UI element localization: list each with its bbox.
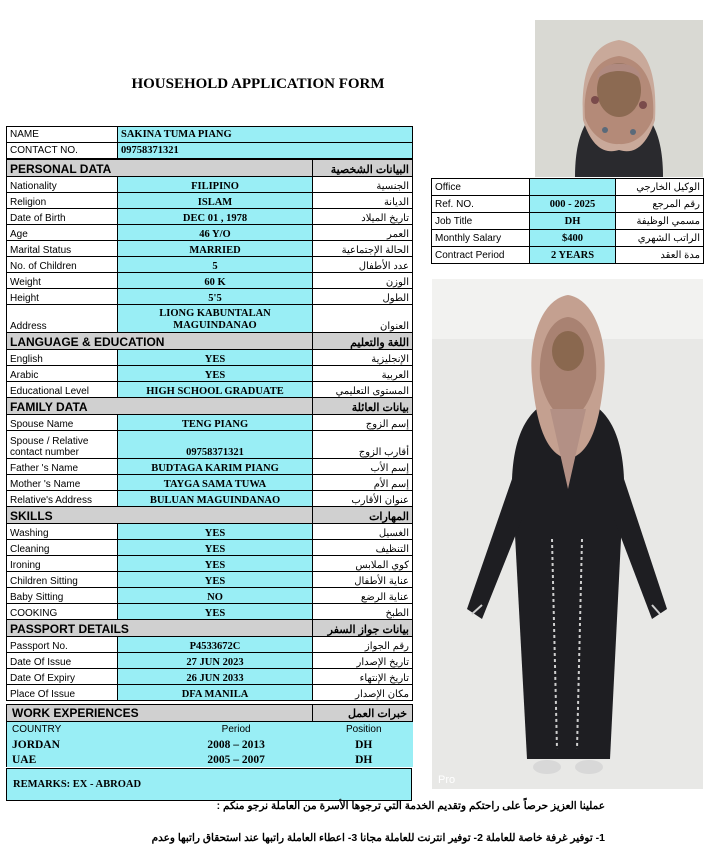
- field-label: Relative's Address: [7, 491, 118, 507]
- work-period: 2008 – 2013: [158, 737, 315, 752]
- row-height: [7, 289, 413, 305]
- field-value: 5: [118, 257, 313, 273]
- field-label-ar: الوزن: [313, 273, 413, 289]
- field-label: Date Of Issue: [7, 653, 118, 669]
- field-label-ar: كوي الملابس: [313, 556, 413, 572]
- field-label-ar: تاريخ الإنتهاء: [313, 669, 413, 685]
- field-value: YES: [118, 540, 313, 556]
- row-nationality: [7, 177, 413, 193]
- field-label: Marital Status: [7, 241, 118, 257]
- field-label-ar: العنوان: [313, 305, 413, 333]
- field-value: 000 - 2025: [530, 196, 616, 213]
- work-row: [7, 737, 413, 752]
- field-value: P4533672C: [118, 637, 313, 653]
- field-label: Date of Birth: [7, 209, 118, 225]
- row-washing: [7, 524, 413, 540]
- field-value: YES: [118, 524, 313, 540]
- field-label: Ironing: [7, 556, 118, 572]
- field-label: Nationality: [7, 177, 118, 193]
- field-value: MARRIED: [118, 241, 313, 257]
- field-label-ar: رقم الجواز: [313, 637, 413, 653]
- row-children: [7, 257, 413, 273]
- row-passport-no: [7, 637, 413, 653]
- contact-label: CONTACT NO.: [7, 143, 118, 159]
- row-arabic: [7, 366, 413, 382]
- field-value: $400: [530, 230, 616, 247]
- col-country: COUNTRY: [7, 722, 158, 737]
- field-value: YES: [118, 572, 313, 588]
- field-label-ar: عدد الأطفال: [313, 257, 413, 273]
- field-label-ar: التنظيف: [313, 540, 413, 556]
- field-label: Spouse Name: [7, 415, 118, 431]
- photo-watermark: Pro: [438, 774, 456, 786]
- field-label: Place Of Issue: [7, 685, 118, 701]
- field-label: Office: [432, 179, 530, 196]
- field-label: Job Title: [432, 213, 530, 230]
- row-education: [7, 382, 413, 398]
- row-date-of-expiry: [7, 669, 413, 685]
- field-label-ar: الطول: [313, 289, 413, 305]
- field-label-ar: الإنجليزية: [313, 350, 413, 366]
- col-position: Position: [315, 722, 414, 737]
- field-value: DH: [530, 213, 616, 230]
- field-label: Date Of Expiry: [7, 669, 118, 685]
- work-experience-section: [6, 704, 412, 767]
- field-label-ar: الراتب الشهري: [616, 230, 704, 247]
- name-value: SAKINA TUMA PIANG: [118, 127, 413, 143]
- work-position: DH: [315, 752, 414, 767]
- field-value: YES: [118, 350, 313, 366]
- section-title-ar: بيانات جواز السفر: [313, 620, 413, 637]
- row-baby-sitting: [7, 588, 413, 604]
- section-title-ar: اللغة والتعليم: [313, 333, 413, 350]
- field-label-ar: العربية: [313, 366, 413, 382]
- field-label: Educational Level: [7, 382, 118, 398]
- section-title-ar: بيانات العائلة: [313, 398, 413, 415]
- field-label: No. of Children: [7, 257, 118, 273]
- work-country: JORDAN: [7, 737, 158, 752]
- row-marital-status: [7, 241, 413, 257]
- headshot-photo: [535, 20, 703, 177]
- field-label-ar: عنوان الأقارب: [313, 491, 413, 507]
- field-label-ar: العمر: [313, 225, 413, 241]
- field-label: COOKING: [7, 604, 118, 620]
- field-label-ar: تاريخ الميلاد: [313, 209, 413, 225]
- col-period: Period: [158, 722, 315, 737]
- section-title: SKILLS: [7, 507, 313, 524]
- field-label-ar: رقم المرجع: [616, 196, 704, 213]
- field-label: Weight: [7, 273, 118, 289]
- section-family-data: [7, 398, 413, 415]
- field-label-ar: الديانة: [313, 193, 413, 209]
- field-label: Children Sitting: [7, 572, 118, 588]
- field-label: Washing: [7, 524, 118, 540]
- row-place-of-issue: [7, 685, 413, 701]
- section-passport: [7, 620, 413, 637]
- section-personal-data: [7, 160, 413, 177]
- field-value: DFA MANILA: [118, 685, 313, 701]
- field-value: 60 K: [118, 273, 313, 289]
- field-label-ar: الطبخ: [313, 604, 413, 620]
- field-label: Religion: [7, 193, 118, 209]
- row-date-of-issue: [7, 653, 413, 669]
- row-religion: [7, 193, 413, 209]
- section-title: PERSONAL DATA: [7, 160, 313, 177]
- field-label: Mother 's Name: [7, 475, 118, 491]
- field-label: Monthly Salary: [432, 230, 530, 247]
- field-label: Spouse / Relative contact number: [7, 431, 118, 459]
- row-address: [7, 305, 413, 333]
- field-value: 27 JUN 2023: [118, 653, 313, 669]
- remarks: REMARKS: EX - ABROAD: [6, 768, 412, 801]
- row-relative-contact: [7, 431, 413, 459]
- contact-value: 09758371321: [118, 143, 413, 159]
- field-value: NO: [118, 588, 313, 604]
- field-value: TAYGA SAMA TUWA: [118, 475, 313, 491]
- section-title-ar: خبرات العمل: [313, 705, 413, 722]
- row-date-of-birth: [7, 209, 413, 225]
- notes-conditions: 1- توفير غرفة خاصة للعاملة 2- توفير انترنت للعاملة مجانا 3- اعطاء العاملة راتبها عند استحقاق راتبها وعدم: [151, 832, 605, 844]
- section-title: WORK EXPERIENCES: [7, 705, 313, 722]
- field-value: 09758371321: [118, 431, 313, 459]
- row-ironing: [7, 556, 413, 572]
- work-row: [7, 752, 413, 767]
- field-value: 26 JUN 2033: [118, 669, 313, 685]
- row-ref-no: [432, 196, 704, 213]
- field-label-ar: تاريخ الإصدار: [313, 653, 413, 669]
- field-label: Arabic: [7, 366, 118, 382]
- field-label-ar: مكان الإصدار: [313, 685, 413, 701]
- field-value: ISLAM: [118, 193, 313, 209]
- section-skills: [7, 507, 413, 524]
- section-language-education: [7, 333, 413, 350]
- applicant-data-table: [6, 159, 412, 701]
- field-label-ar: مدة العقد: [616, 247, 704, 264]
- field-label-ar: عناية الأطفال: [313, 572, 413, 588]
- field-value: HIGH SCHOOL GRADUATE: [118, 382, 313, 398]
- field-value: BULUAN MAGUINDANAO: [118, 491, 313, 507]
- field-label: Cleaning: [7, 540, 118, 556]
- section-title: FAMILY DATA: [7, 398, 313, 415]
- name-label: NAME: [7, 127, 118, 143]
- row-cleaning: [7, 540, 413, 556]
- work-country: UAE: [7, 752, 158, 767]
- field-label-ar: الجنسية: [313, 177, 413, 193]
- field-value: FILIPINO: [118, 177, 313, 193]
- field-label: Baby Sitting: [7, 588, 118, 604]
- field-value: YES: [118, 366, 313, 382]
- field-label: Passport No.: [7, 637, 118, 653]
- field-label-ar: الوكيل الخارجي: [616, 179, 704, 196]
- full-body-photo: [432, 279, 703, 789]
- field-label-ar: إسم الأم: [313, 475, 413, 491]
- field-label-ar: مسمي الوظيفة: [616, 213, 704, 230]
- field-value: [530, 179, 616, 196]
- section-work-experience: [7, 705, 413, 722]
- field-value: TENG PIANG: [118, 415, 313, 431]
- row-english: [7, 350, 413, 366]
- notes-intro: عملينا العزيز حرصاً على راحتكم وتقديم الخدمة التي ترجوها الأسرة من العاملة نرجو منكم :: [216, 800, 605, 812]
- row-spouse: [7, 415, 413, 431]
- field-value: YES: [118, 604, 313, 620]
- row-weight: [7, 273, 413, 289]
- field-value: 5'5: [118, 289, 313, 305]
- work-period: 2005 – 2007: [158, 752, 315, 767]
- field-label: Contract Period: [432, 247, 530, 264]
- field-label-ar: الحالة الإجتماعية: [313, 241, 413, 257]
- section-title-ar: البيانات الشخصية: [313, 160, 413, 177]
- field-label: Father 's Name: [7, 459, 118, 475]
- field-value: BUDTAGA KARIM PIANG: [118, 459, 313, 475]
- field-label-ar: الغسيل: [313, 524, 413, 540]
- row-office: [432, 179, 704, 196]
- field-label-ar: أقارب الزوج: [313, 431, 413, 459]
- applicant-header: [6, 126, 412, 159]
- row-mother: [7, 475, 413, 491]
- field-value: YES: [118, 556, 313, 572]
- field-label-ar: إسم الأب: [313, 459, 413, 475]
- form-title: HOUSEHOLD APPLICATION FORM: [131, 76, 385, 92]
- row-relative-address: [7, 491, 413, 507]
- field-label-ar: المستوى التعليمي: [313, 382, 413, 398]
- row-monthly-salary: [432, 230, 704, 247]
- field-label-ar: إسم الزوج: [313, 415, 413, 431]
- work-position: DH: [315, 737, 414, 752]
- field-value: LIONG KABUNTALAN MAGUINDANAO: [118, 305, 313, 333]
- section-title: PASSPORT DETAILS: [7, 620, 313, 637]
- row-age: [7, 225, 413, 241]
- section-title: LANGUAGE & EDUCATION: [7, 333, 313, 350]
- field-label: Age: [7, 225, 118, 241]
- row-children-sitting: [7, 572, 413, 588]
- row-cooking: [7, 604, 413, 620]
- field-label: Height: [7, 289, 118, 305]
- office-details-table: [431, 178, 703, 264]
- field-label-ar: عناية الرضع: [313, 588, 413, 604]
- field-label: Address: [7, 305, 118, 333]
- field-value: 46 Y/O: [118, 225, 313, 241]
- field-value: 2 YEARS: [530, 247, 616, 264]
- field-value: DEC 01 , 1978: [118, 209, 313, 225]
- field-label: English: [7, 350, 118, 366]
- row-contract-period: [432, 247, 704, 264]
- field-label: Ref. NO.: [432, 196, 530, 213]
- row-father: [7, 459, 413, 475]
- row-job-title: [432, 213, 704, 230]
- section-title-ar: المهارات: [313, 507, 413, 524]
- work-header-row: [7, 722, 413, 737]
